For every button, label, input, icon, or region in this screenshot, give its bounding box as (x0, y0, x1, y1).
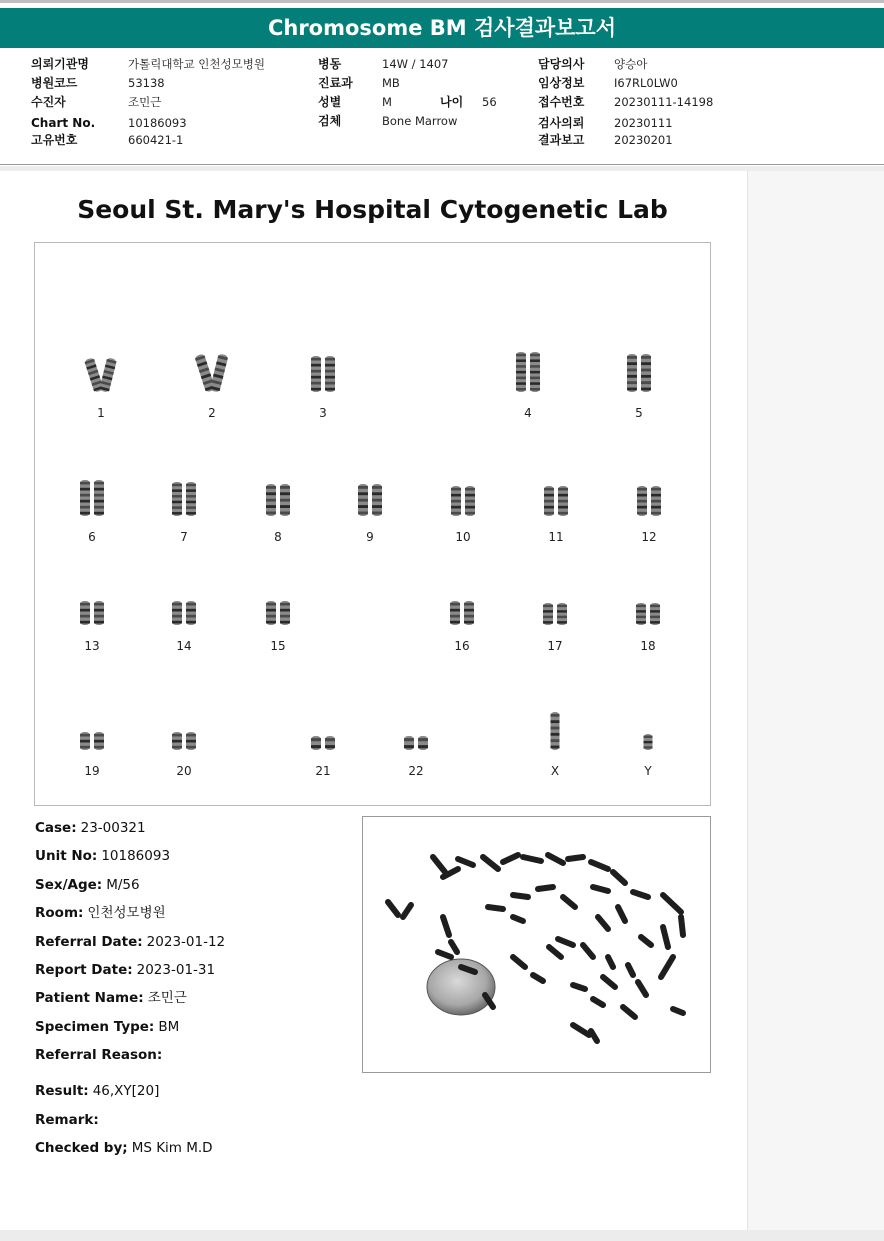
detail-key: Room: (35, 905, 84, 921)
metaphase-chromosome (623, 1007, 635, 1017)
metaphase-chromosome (681, 917, 683, 935)
header-value-unique-no: 660421-1 (128, 133, 184, 147)
header-label-patient: 수진자 (31, 95, 66, 109)
right-margin-panel (747, 171, 884, 1231)
detail-key: Unit No: (35, 848, 98, 864)
metaphase-chromosome (451, 942, 457, 952)
metaphase-chromosome (613, 872, 625, 883)
chromosome-pair (258, 598, 298, 628)
chromosome-pair (72, 477, 112, 519)
header-label-sex: 성별 (318, 95, 342, 109)
chromosome-label: 18 (640, 639, 656, 653)
metaphase-chromosome (618, 907, 625, 921)
metaphase-chromosome (549, 947, 561, 957)
header-divider (0, 164, 884, 165)
metaphase-chromosome (443, 917, 449, 935)
metaphase-chromosome (583, 945, 593, 957)
chromosome-label: 9 (366, 530, 374, 544)
detail-key: Case: (35, 820, 77, 836)
metaphase-chromosome (593, 887, 608, 891)
metaphase-image (362, 816, 711, 1073)
metaphase-chromosome (568, 857, 583, 859)
chromosome-label: 5 (635, 406, 643, 420)
metaphase-chromosome (591, 1031, 597, 1041)
metaphase-chromosome (533, 975, 543, 981)
chromosome-pair (72, 598, 112, 628)
metaphase-chromosome (663, 895, 681, 912)
header-value-chart-no: 10186093 (128, 116, 187, 130)
header-value-institution: 가톨릭대학교 인천성모병원 (128, 57, 265, 71)
detail-row (35, 962, 215, 978)
detail-row (35, 905, 166, 921)
chromosome-label: 1 (97, 406, 105, 420)
metaphase-chromosome (388, 902, 398, 915)
chromosome-label: 2 (208, 406, 216, 420)
chromosome-pair (536, 483, 576, 519)
header-label-age: 나이 (440, 95, 464, 109)
detail-key: Sex/Age: (35, 877, 103, 893)
detail-row (35, 1140, 213, 1156)
chromosome-pair (443, 483, 483, 519)
detail-value: MS Kim M.D (131, 1140, 213, 1156)
header-label-chart-no: Chart No. (31, 116, 96, 130)
detail-row (35, 1047, 166, 1063)
chromosome-label: 16 (454, 639, 470, 653)
metaphase-chromosome (483, 857, 498, 869)
metaphase-chromosome (638, 982, 646, 995)
header-value-physician: 양승아 (614, 57, 648, 71)
chromosome-label: 7 (180, 530, 188, 544)
chromosome-pair (442, 598, 482, 628)
report-banner-title: Chromosome BM 검사결과보고서 (0, 8, 884, 48)
chromosome-label: 20 (176, 764, 192, 778)
chromosome-label: 22 (408, 764, 424, 778)
detail-value: 23-00321 (80, 820, 146, 836)
chromosome-label: 12 (641, 530, 657, 544)
detail-key: Referral Reason: (35, 1047, 163, 1063)
chromosome-pair (258, 481, 298, 519)
header-label-specimen: 검체 (318, 114, 342, 128)
lab-title: Seoul St. Mary's Hospital Cytogenetic Lab (77, 195, 668, 224)
metaphase-chromosome (563, 897, 575, 907)
metaphase-chromosome (593, 999, 603, 1005)
detail-key: Checked by; (35, 1140, 128, 1156)
header-label-institution: 의뢰기관명 (31, 57, 89, 71)
metaphase-chromosome (513, 895, 528, 897)
detail-value: 인천성모병원 (87, 905, 166, 921)
metaphase-chromosome (628, 965, 633, 975)
metaphase-chromosome (523, 857, 541, 861)
metaphase-chromosome (573, 985, 585, 989)
chromosome-label: 11 (548, 530, 564, 544)
chromosome-label: 6 (88, 530, 96, 544)
metaphase-chromosome (548, 855, 563, 863)
chromosome-pair (535, 709, 575, 753)
chromosome-label: X (550, 764, 560, 778)
detail-key: Remark: (35, 1112, 99, 1128)
metaphase-chromosome (433, 857, 445, 872)
chromosome-pair (164, 729, 204, 753)
detail-value: 2023-01-12 (146, 934, 226, 950)
detail-key: Patient Name: (35, 990, 144, 1006)
chromosome-label: 8 (274, 530, 282, 544)
chromosome-pair (629, 483, 669, 519)
chromosome-label: 17 (547, 639, 563, 653)
header-value-patient: 조민근 (128, 95, 162, 109)
chromosome-label: 10 (455, 530, 471, 544)
chromosome-label: 21 (315, 764, 331, 778)
detail-row (35, 1112, 103, 1128)
detail-value: 2023-01-31 (136, 962, 216, 978)
header-label-request-date: 검사의뢰 (538, 116, 585, 130)
detail-row (35, 820, 146, 836)
chromosome-label: 15 (270, 639, 286, 653)
header-value-department: MB (382, 76, 400, 90)
chromosome-pair (303, 353, 343, 395)
metaphase-chromosome (488, 907, 503, 909)
metaphase-chromosome (603, 977, 615, 987)
metaphase-chromosome (591, 862, 608, 869)
header-label-hospital-code: 병원코드 (31, 76, 78, 90)
metaphase-chromosome (503, 855, 518, 862)
chromosome-pair (192, 351, 232, 395)
header-value-request-date: 20230111 (614, 116, 673, 130)
detail-row (35, 1019, 179, 1035)
detail-value: 조민근 (147, 990, 187, 1006)
chromosome-pair (508, 349, 548, 395)
detail-row (35, 1083, 159, 1099)
metaphase-chromosome (663, 927, 668, 947)
metaphase-chromosome (513, 917, 523, 921)
detail-value: 46,XY[20] (92, 1083, 160, 1099)
chromosome-pair (164, 479, 204, 519)
top-divider (0, 0, 884, 3)
header-value-receipt-no: 20230111-14198 (614, 95, 714, 109)
chromosome-pair (628, 731, 668, 753)
chromosome-pair (628, 600, 668, 628)
detail-value: BM (158, 1019, 180, 1035)
header-value-report-date: 20230201 (614, 133, 673, 147)
detail-row (35, 934, 225, 950)
chromosome-label: 19 (84, 764, 100, 778)
metaphase-spread-image (363, 817, 710, 1072)
metaphase-chromosome (458, 859, 473, 865)
metaphase-chromosome (438, 952, 451, 957)
detail-key: Referral Date: (35, 934, 143, 950)
header-label-ward: 병동 (318, 57, 342, 71)
metaphase-chromosome (661, 957, 673, 977)
metaphase-chromosome (673, 1009, 683, 1013)
detail-row (35, 877, 140, 893)
karyotype-panel (34, 242, 711, 806)
header-label-unique-no: 고유번호 (31, 133, 78, 147)
chromosome-pair (350, 481, 390, 519)
header-label-receipt-no: 접수번호 (538, 95, 585, 109)
metaphase-chromosome (641, 937, 651, 945)
chromosome-pair (81, 355, 121, 395)
metaphase-chromosome (513, 957, 525, 967)
metaphase-chromosome (558, 939, 573, 945)
detail-value: M/56 (106, 877, 140, 893)
header-value-age: 56 (482, 95, 497, 109)
metaphase-chromosome (538, 887, 553, 889)
chromosome-label: 3 (319, 406, 327, 420)
bottom-bar (0, 1230, 884, 1241)
chromosome-label: 13 (84, 639, 100, 653)
chromosome-pair (303, 733, 343, 753)
header-label-clinical-info: 임상정보 (538, 76, 585, 90)
metaphase-chromosome (608, 957, 613, 967)
chromosome-pair (619, 351, 659, 395)
header-value-sex: M (382, 95, 392, 109)
metaphase-chromosome (573, 1025, 589, 1035)
header-label-physician: 담당의사 (538, 57, 585, 71)
chromosome-label: Y (644, 764, 652, 778)
chromosome-pair (535, 600, 575, 628)
detail-key: Specimen Type: (35, 1019, 155, 1035)
header-value-hospital-code: 53138 (128, 76, 165, 90)
header-label-department: 진료과 (318, 76, 353, 90)
chromosome-pair (164, 598, 204, 628)
header-value-specimen: Bone Marrow (382, 114, 458, 128)
metaphase-chromosome (598, 917, 608, 929)
chromosome-pair (396, 733, 436, 753)
header-label-report-date: 결과보고 (538, 133, 585, 147)
detail-row (35, 990, 187, 1006)
detail-row (35, 848, 170, 864)
header-value-ward: 14W / 1407 (382, 57, 449, 71)
detail-key: Result: (35, 1083, 89, 1099)
detail-value: 10186093 (101, 848, 171, 864)
chromosome-label: 14 (176, 639, 192, 653)
metaphase-chromosome (633, 892, 648, 897)
chromosome-pair (72, 729, 112, 753)
metaphase-chromosome (403, 905, 411, 917)
chromosome-label: 4 (524, 406, 532, 420)
detail-key: Report Date: (35, 962, 133, 978)
header-value-clinical-info: I67RL0LW0 (614, 76, 678, 90)
